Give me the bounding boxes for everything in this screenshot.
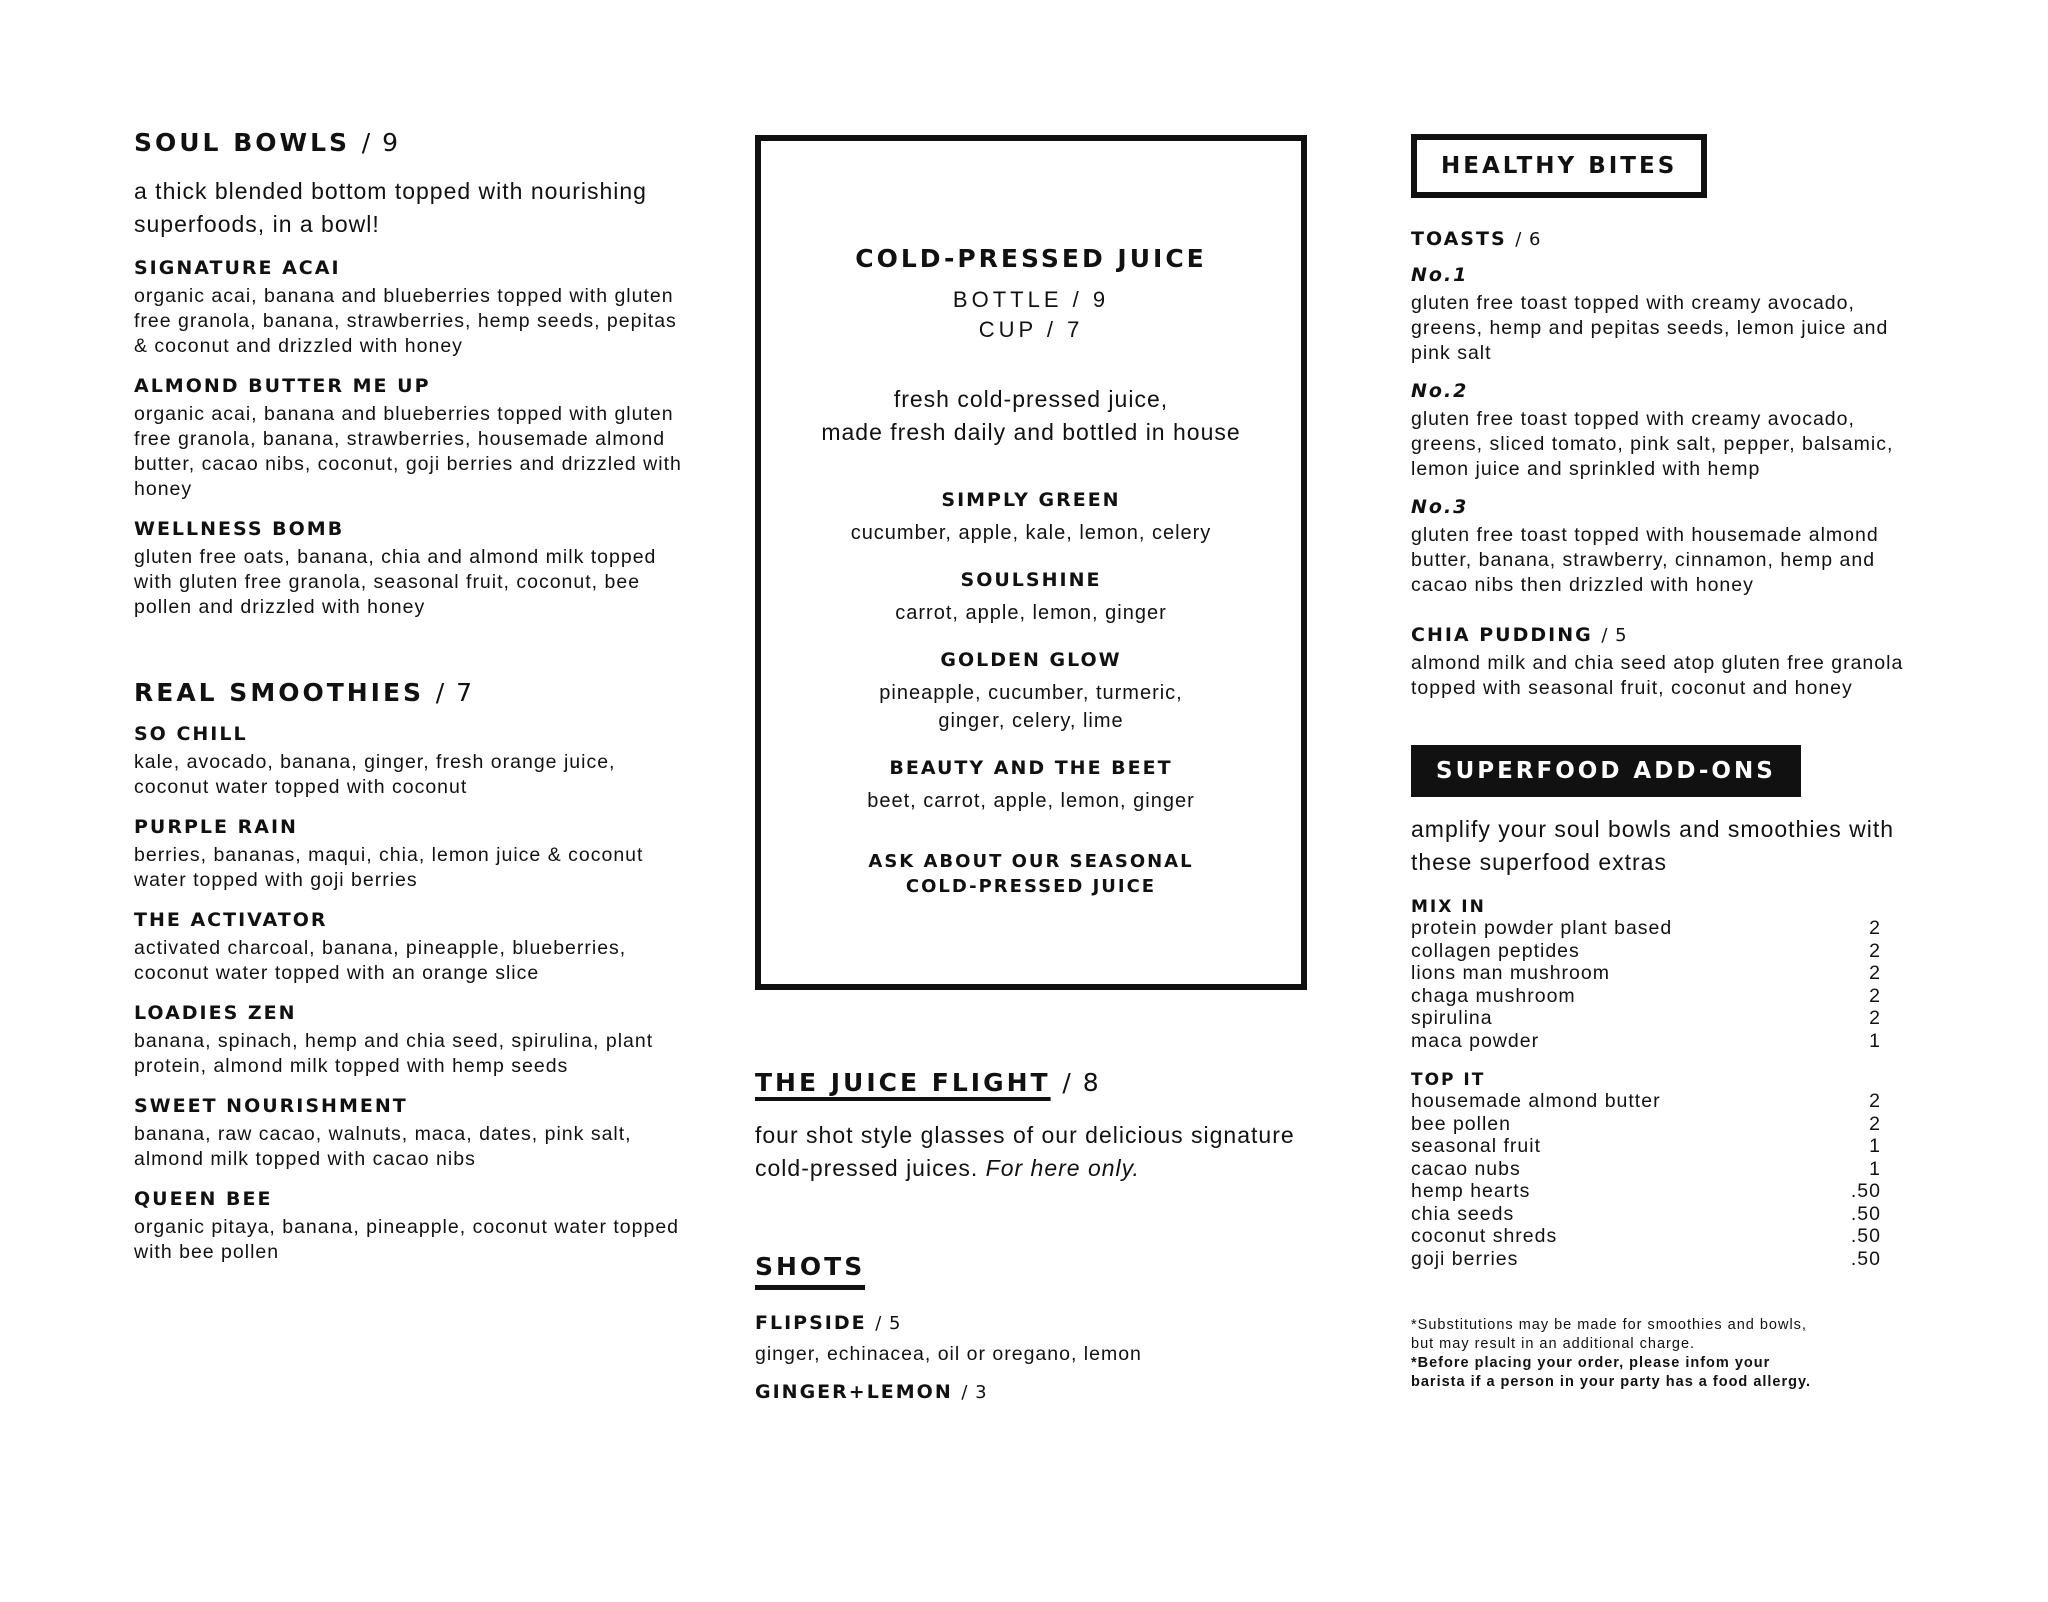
soul-bowls-heading	[134, 128, 694, 157]
chia-price: / 5	[1601, 625, 1628, 646]
healthy-bites-title: HEALTHY BITES	[1411, 134, 1707, 198]
addon-price: 1	[1869, 1135, 1881, 1157]
chia-desc: almond milk and chia seed atop gluten free granola topped with seasonal fruit, coconut and honey	[1411, 652, 1904, 699]
mix-in-title: MIX IN	[1411, 897, 1486, 917]
addon-name: hemp hearts	[1411, 1180, 1531, 1202]
addon-price: 2	[1869, 939, 1881, 962]
item-name: ALMOND BUTTER ME UP	[134, 375, 431, 397]
item-name: THE ACTIVATOR	[134, 909, 328, 931]
addon-row	[1411, 1158, 1881, 1181]
cold-pressed-prices	[761, 285, 1301, 345]
top-it-title: TOP IT	[1411, 1070, 1486, 1090]
item-desc: organic pitaya, banana, pineapple, coconut water topped with bee pollen	[134, 1216, 680, 1263]
addon-row	[1411, 1180, 1881, 1203]
addon-name: maca powder	[1411, 1029, 1540, 1052]
juice-name: SOULSHINE	[960, 569, 1102, 591]
bottle-price: BOTTLE / 9	[952, 287, 1110, 312]
addon-price: .50	[1850, 1202, 1881, 1225]
item-name: SO CHILL	[134, 723, 248, 745]
toast-desc: gluten free toast topped with creamy avocado, greens, hemp and pepitas seeds, lemon juice and pink salt	[1411, 292, 1889, 364]
chia-title: CHIA PUDDING	[1411, 624, 1593, 646]
item-desc: banana, raw cacao, walnuts, maca, dates, pink salt, almond milk topped with cacao nibs	[134, 1123, 632, 1170]
addon-name: chia seeds	[1411, 1202, 1515, 1225]
left-column	[134, 128, 694, 1265]
toast-desc: gluten free toast topped with housemade almond butter, banana, strawberry, cinnamon, hemp and cacao nibs then drizzled with honey	[1411, 524, 1879, 596]
toasts-title: TOASTS	[1411, 228, 1507, 250]
toast-name: No.3	[1411, 496, 1469, 518]
smoothie-item	[134, 1002, 694, 1079]
addon-price: 2	[1869, 984, 1881, 1007]
addon-row	[1411, 985, 1881, 1008]
addon-name: spirulina	[1411, 1007, 1493, 1029]
chia-heading	[1411, 624, 1921, 646]
addon-price: 2	[1869, 1007, 1881, 1029]
addon-name: goji berries	[1411, 1247, 1519, 1270]
addon-name: housemade almond butter	[1411, 1090, 1661, 1112]
addon-price: 2	[1869, 962, 1881, 984]
soul-bowl-item	[134, 518, 694, 620]
intro-line: fresh cold-pressed juice,	[893, 386, 1169, 412]
smoothie-item	[134, 1095, 694, 1172]
toast-name: No.2	[1411, 380, 1469, 402]
addon-name: seasonal fruit	[1411, 1135, 1541, 1157]
juice-flight-title: THE JUICE FLIGHT	[755, 1068, 1051, 1097]
juice-desc: carrot, apple, lemon, ginger	[895, 602, 1167, 624]
addon-price: 1	[1869, 1029, 1881, 1052]
shot-desc: ginger, echinacea, oil or oregano, lemon	[755, 1343, 1142, 1365]
cold-pressed-intro	[761, 383, 1301, 449]
addon-name: bee pollen	[1411, 1112, 1511, 1135]
addon-price: .50	[1850, 1180, 1881, 1202]
toast-desc: gluten free toast topped with creamy avocado, greens, sliced tomato, pink salt, pepper, balsamic, lemon juice and sprinkled with hemp	[1411, 408, 1894, 480]
addon-price: .50	[1850, 1225, 1881, 1247]
right-column	[1411, 134, 1921, 1392]
addon-row	[1411, 1248, 1881, 1271]
real-smoothies-price: / 7	[435, 678, 475, 707]
toasts-heading	[1411, 228, 1921, 250]
smoothie-item	[134, 909, 694, 986]
juice-name: SIMPLY GREEN	[941, 489, 1121, 511]
addon-name: protein powder plant based	[1411, 917, 1673, 939]
item-desc: kale, avocado, banana, ginger, fresh orange juice, coconut water topped with coconut	[134, 751, 616, 798]
smoothie-list	[134, 723, 694, 1265]
addon-price: .50	[1850, 1247, 1881, 1270]
addon-price: 2	[1869, 1112, 1881, 1135]
soul-bowl-item	[134, 375, 694, 502]
item-name: WELLNESS BOMB	[134, 518, 345, 540]
item-desc: berries, bananas, maqui, chia, lemon juice & coconut water topped with goji berries	[134, 844, 644, 891]
addon-name: lions man mushroom	[1411, 962, 1610, 984]
soul-bowls-price: / 9	[361, 128, 401, 157]
juice-desc: cucumber, apple, kale, lemon, celery	[850, 522, 1212, 544]
superfood-addons-title: SUPERFOOD ADD-ONS	[1411, 745, 1801, 797]
allergy-note-line: *Before placing your order, please infom your	[1411, 1355, 1771, 1371]
note-line: ASK ABOUT OUR SEASONAL	[868, 851, 1194, 872]
smoothie-item	[134, 1188, 694, 1265]
toasts-price: / 6	[1515, 229, 1542, 250]
addon-row	[1411, 1030, 1881, 1053]
addon-row	[1411, 1090, 1881, 1113]
item-name: PURPLE RAIN	[134, 816, 298, 838]
addon-row	[1411, 1135, 1881, 1158]
soul-bowls-intro: a thick blended bottom topped with nourishing superfoods, in a bowl!	[134, 178, 647, 237]
addon-name: chaga mushroom	[1411, 984, 1576, 1007]
smoothie-item	[134, 816, 694, 893]
item-desc: organic acai, banana and blueberries topped with gluten free granola, banana, strawberries, housemade almond butter, cacao nibs, coconut, goji berries and drizzled with honey	[134, 403, 682, 500]
real-smoothies-title: REAL SMOOTHIES	[134, 678, 425, 707]
addon-name: cacao nubs	[1411, 1157, 1521, 1180]
juice-name: BEAUTY AND THE BEET	[889, 757, 1173, 779]
juice-flight-section	[755, 1068, 1315, 1185]
footnote-line: but may result in an additional charge.	[1411, 1336, 1696, 1352]
shot-heading	[755, 1312, 1315, 1334]
addon-row	[1411, 940, 1881, 963]
addon-price: 2	[1869, 917, 1881, 939]
shot-name: FLIPSIDE	[755, 1312, 867, 1334]
smoothie-item	[134, 723, 694, 800]
item-desc: gluten free oats, banana, chia and almond milk topped with gluten free granola, seasonal fruit, coconut, bee pollen and drizzled with honey	[134, 546, 657, 618]
item-desc: banana, spinach, hemp and chia seed, spirulina, plant protein, almond milk topped with hemp seeds	[134, 1030, 654, 1077]
juice-desc: beet, carrot, apple, lemon, ginger	[867, 790, 1195, 812]
juice-name: GOLDEN GLOW	[940, 649, 1122, 671]
shot-price: / 5	[875, 1313, 902, 1334]
soul-bowl-item	[134, 257, 694, 359]
addon-name: coconut shreds	[1411, 1225, 1558, 1247]
cup-price: CUP / 7	[978, 317, 1084, 342]
intro-line: made fresh daily and bottled in house	[821, 419, 1241, 445]
real-smoothies-heading	[134, 678, 694, 707]
shots-title: SHOTS	[755, 1252, 865, 1290]
shots-section	[755, 1252, 1315, 1403]
juice-flight-price: / 8	[1062, 1068, 1101, 1097]
juice-desc: pineapple, cucumber, turmeric, ginger, celery, lime	[879, 682, 1183, 732]
item-desc: organic acai, banana and blueberries topped with gluten free granola, banana, strawberries, hemp seeds, pepitas & coconut and drizzled with honey	[134, 285, 677, 357]
seasonal-juice-note	[761, 849, 1301, 899]
allergy-note-line: barista if a person in your party has a food allergy.	[1411, 1374, 1812, 1390]
flight-desc-text: four shot style glasses of our delicious signature cold-pressed juices.	[755, 1122, 1295, 1181]
addon-row	[1411, 1225, 1881, 1248]
shot-name: GINGER+LEMON	[755, 1381, 953, 1403]
cold-pressed-juice-box	[755, 135, 1307, 990]
item-name: QUEEN BEE	[134, 1188, 273, 1210]
addon-row	[1411, 1203, 1881, 1226]
addon-row	[1411, 1007, 1881, 1030]
addons-intro: amplify your soul bowls and smoothies with these superfood extras	[1411, 816, 1895, 875]
soul-bowls-title: SOUL BOWLS	[134, 128, 351, 157]
note-line: COLD-PRESSED JUICE	[905, 876, 1157, 897]
juice-flight-heading	[755, 1068, 1315, 1097]
footnotes	[1411, 1316, 1921, 1392]
toast-name: No.1	[1411, 264, 1469, 286]
item-name: LOADIES ZEN	[134, 1002, 297, 1024]
addon-row	[1411, 1113, 1881, 1136]
juice-flight-desc	[755, 1119, 1315, 1185]
flight-desc-note: For here only.	[985, 1155, 1140, 1181]
addon-price: 1	[1869, 1157, 1881, 1180]
addon-price: 2	[1869, 1090, 1881, 1112]
item-name: SWEET NOURISHMENT	[134, 1095, 408, 1117]
item-desc: activated charcoal, banana, pineapple, blueberries, coconut water topped with an orange slice	[134, 937, 627, 984]
mix-in-list	[1411, 917, 1921, 1052]
top-it-list	[1411, 1090, 1921, 1270]
addon-name: collagen peptides	[1411, 939, 1580, 962]
addon-row	[1411, 917, 1881, 940]
footnote-line: *Substitutions may be made for smoothies and bowls,	[1411, 1317, 1807, 1333]
cold-pressed-title: COLD-PRESSED JUICE	[855, 244, 1207, 273]
shot-price: / 3	[961, 1382, 988, 1403]
addon-row	[1411, 962, 1881, 985]
shot-heading	[755, 1381, 1315, 1403]
item-name: SIGNATURE ACAI	[134, 257, 341, 279]
